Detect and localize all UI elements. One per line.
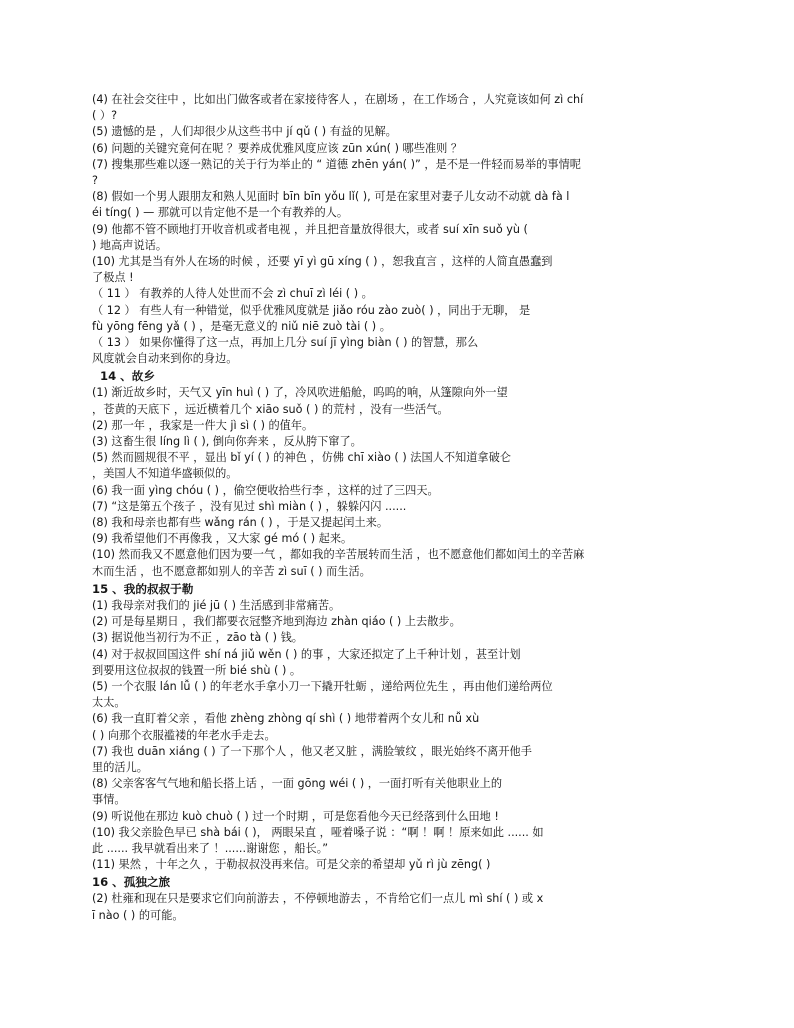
text-line: (7) 搜集那些难以逐一熟记的关于行为举止的 “ 道德 zhēn yán( )” ，是不是一件轻而易举的事情呢 bbox=[92, 157, 581, 171]
text-line: ī nào ( ) 的可能。 bbox=[92, 908, 184, 922]
text-line: (6) 我一面 yìng chóu ( ) ，偷空便收拾些行李 ，这样的过了三四天。 bbox=[92, 483, 439, 497]
text-line: (10) 尤其是当有外人在场的时候 ，还要 yī yì gū xíng ( ) ，恕我直言 ，这样的人简直愚蠢到 bbox=[92, 255, 553, 269]
text-line: (1) 渐近故乡时，天气又 yīn huì ( ) 了，冷风吹进船舱，呜呜的响，从篷隙向外一望 bbox=[92, 386, 508, 400]
text-line: fù yōng fēng yǎ ( ) ，是毫无意义的 niǔ niē zuò tài ( ) 。 bbox=[92, 319, 391, 333]
text-line: (8) 我和母亲也都有些 wǎng rán ( ) ，于是又提起闰土来。 bbox=[92, 516, 389, 530]
text-line: (9) 他都不管不顾地打开收音机或者电视 ，并且把音量放得很大，或者 suí xīn suǒ yù ( bbox=[92, 222, 528, 236]
section-heading: 16 、孤独之旅 bbox=[92, 875, 171, 890]
text-line: (2) 杜雍和现在只是要求它们向前游去 ，不停顿地游去 ，不肯给它们一点儿 mì shí ( ) 或 x bbox=[92, 892, 544, 906]
text-line: (9) 听说他在那边 kuò chuò ( ) 过一个时期 ，可是您看他今天已经落到什么田地 ! bbox=[92, 809, 499, 823]
text-line: 里的活儿。 bbox=[92, 760, 148, 774]
text-line: (10) 然而我又不愿意他们因为要一气 ，都如我的辛苦展转而生活 ，也不愿意他们都如闰土的辛苦麻 bbox=[92, 548, 585, 562]
text-line: （ 13 ） 如果你懂得了这一点，再加上几分 suí jī yìng biàn ( ) 的智慧，那么 bbox=[92, 336, 479, 350]
text-line: ，美国人不知道华盛顿似的。 bbox=[92, 467, 238, 481]
text-line: (2) 可是每星期日 ，我们都要衣冠整齐地到海边 zhàn qiáo ( ) 上去散步。 bbox=[92, 615, 461, 629]
text-line: (8) 父亲客客气气地和船长搭上话 ，一面 gōng wéi ( ) ，一面打听有关他职业上的 bbox=[92, 777, 503, 791]
section-heading: 15 、我的叔叔于勒 bbox=[92, 581, 194, 596]
text-line: (11) 果然 ，十年之久 ，于勒叔叔没再来信。可是父亲的希望却 yǔ rì jù zēng( ) bbox=[92, 858, 491, 872]
text-line: ? bbox=[92, 174, 98, 188]
text-line: (3) 这畜生很 líng lì ( ), 倒向你奔来 ，反从胯下窜了。 bbox=[92, 435, 362, 449]
text-line: ，苍黄的天底下 ，远近横着几个 xiāo suǒ ( ) 的荒村 ，没有一些活气。 bbox=[92, 402, 449, 416]
text-line: (8) 假如一个男人跟朋友和熟人见面时 bīn bīn yǒu lǐ( ), 可是在家里对妻子儿女动不动就 dà fà l bbox=[92, 190, 570, 204]
text-line: (9) 我希望他们不再像我 ，又大家 gé mó ( ) 起来。 bbox=[92, 532, 353, 546]
text-line: 事情。 bbox=[92, 793, 126, 807]
text-line: 风度就会自动来到你的身边。 bbox=[92, 352, 238, 366]
text-line: 了极点 ! bbox=[92, 271, 134, 285]
text-line: (5) 然而圆规很不平 ，显出 bǐ yí ( ) 的神色 ，仿佛 chī xiào ( ) 法国人不知道拿破仑 bbox=[92, 451, 511, 465]
text-line: (7) 我也 duān xiáng ( ) 了一下那个人 ，他又老又脏 ，满脸皱纹 ，眼光始终不离开他手 bbox=[92, 744, 532, 758]
text-line: ( ) 向那个衣服褴褛的年老水手走去。 bbox=[92, 728, 276, 742]
text-line: ( ）? bbox=[92, 109, 118, 123]
text-line: (10) 我父亲脸色早已 shà bái ( )， 两眼呆直 ，哑着嗓子说 ：“啊 ！啊 ！原来如此 ...... 如 bbox=[92, 825, 544, 839]
text-line: (2) 那一年 ，我家是一件大 jì sì ( ) 的值年。 bbox=[92, 418, 314, 432]
text-line: 到要用这位叔叔的钱置一所 bié shù ( ) 。 bbox=[92, 663, 302, 677]
section-heading: 14 、故乡 bbox=[100, 369, 155, 384]
text-line: 太太。 bbox=[92, 696, 126, 710]
text-line: (5) 一个衣服 lán lǚ ( ) 的年老水手拿小刀一下撬开牡蛎 ，递给两位先生 ，再由他们递给两位 bbox=[92, 679, 553, 693]
text-line: (4) 在社会交往中 ，比如出门做客或者在家接待客人 ，在剧场 ，在工作场合 ，人究竟该如何 zì chí bbox=[92, 93, 584, 106]
text-line: (4) 对于叔叔回国这件 shí ná jiǔ wěn ( ) 的事 ，大家还拟定了上千种计划 ，甚至计划 bbox=[92, 647, 521, 661]
text-line: (7) “这是第五个孩子 ，没有见过 shì miàn ( ) ，躲躲闪闪 ...... bbox=[92, 499, 407, 513]
worksheet-page bbox=[92, 92, 704, 924]
text-line: （ 11 ） 有教养的人待人处世而不会 zì chuī zì léi ( ) 。 bbox=[92, 287, 373, 301]
text-line: 此 ...... 我早就看出来了 ！......谢谢您 ，船长。” bbox=[92, 841, 329, 855]
text-line: (5) 遗憾的是 ，人们却很少从这些书中 jí qǔ ( ) 有益的见解。 bbox=[92, 125, 397, 139]
text-line: ) 地高声说话。 bbox=[92, 238, 168, 252]
text-line: éi tíng( ) — 那就可以肯定他不是一个有教养的人。 bbox=[92, 206, 349, 220]
text-line: （ 12 ） 有些人有一种错觉，似乎优雅风度就是 jiǎo róu zào zuò( ) ，同出于无聊， 是 bbox=[92, 303, 531, 317]
text-line: (3) 据说他当初行为不正 ，zāo tà ( ) 钱。 bbox=[92, 631, 303, 645]
text-line: (6) 问题的关键究竟何在呢 ？要养成优雅风度应该 zūn xún( ) 哪些准则 ？ bbox=[92, 141, 463, 155]
text-line: (6) 我一直盯着父亲 ，看他 zhèng zhòng qí shì ( ) 地带着两个女儿和 nǚ xù bbox=[92, 712, 480, 726]
text-line: 木而生活 ，也不愿意都如别人的辛苦 zì suī ( ) 而生活。 bbox=[92, 564, 371, 578]
text-line: (1) 我母亲对我们的 jié jū ( ) 生活感到非常痛苦。 bbox=[92, 598, 341, 612]
